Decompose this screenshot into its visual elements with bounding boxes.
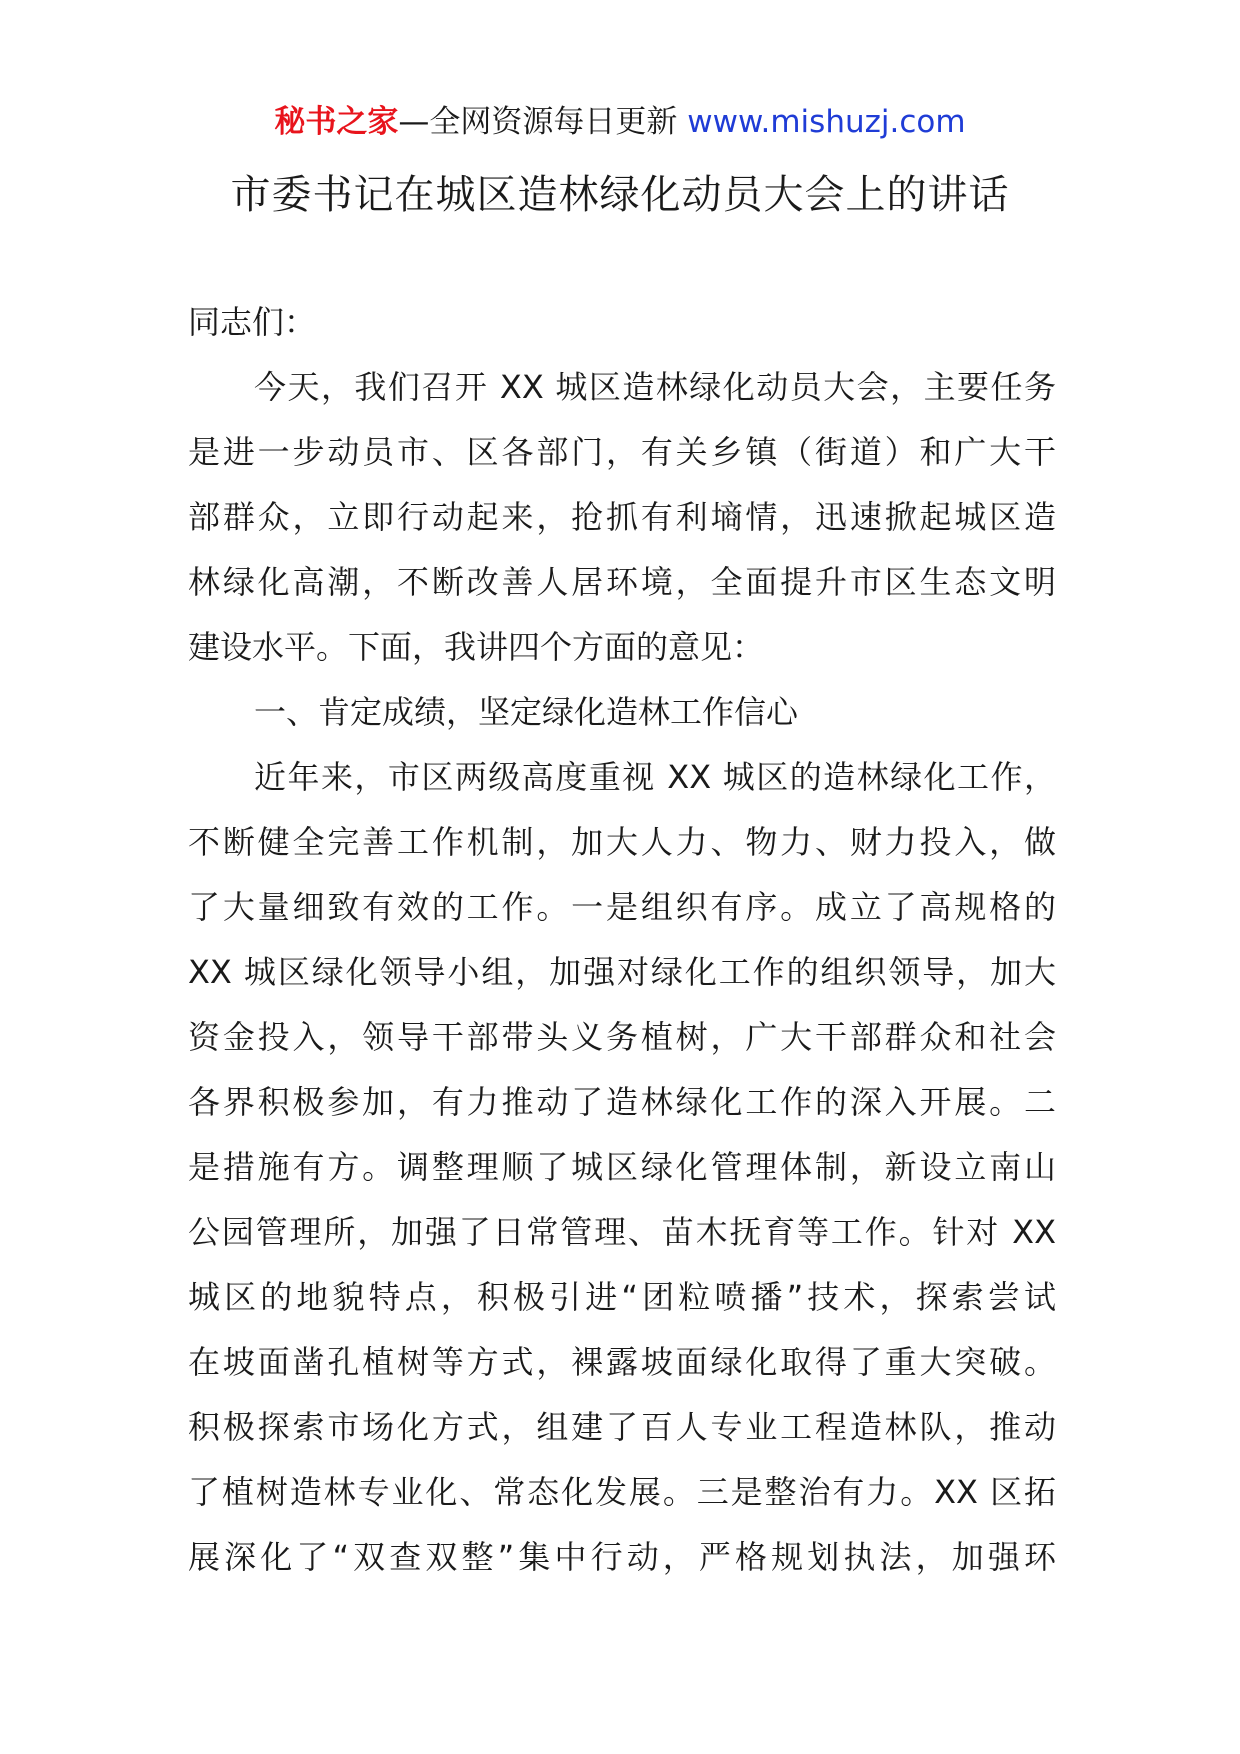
text-line: 公园管理所，加强了日常管理、苗木抚育等工作。针对 XX <box>188 1213 1056 1251</box>
text-line: 是进一步动员市、区各部门，有关乡镇（街道）和广大干 <box>188 433 1056 471</box>
salutation: 同志们： <box>188 303 317 341</box>
text-line: 积极探索市场化方式，组建了百人专业工程造林队，推动 <box>188 1408 1056 1446</box>
site-url-link[interactable]: www.mishuzj.com <box>687 104 966 140</box>
text-line: 部群众，立即行动起来，抢抓有利墒情，迅速掀起城区造 <box>188 498 1056 536</box>
text-line: 不断健全完善工作机制，加大人力、物力、财力投入，做 <box>188 823 1056 861</box>
text-line: 建设水平。下面，我讲四个方面的意见： <box>188 628 765 666</box>
text-line: 是措施有方。调整理顺了城区绿化管理体制，新设立南山 <box>188 1148 1056 1186</box>
text-line: 各界积极参加，有力推动了造林绿化工作的深入开展。二 <box>188 1083 1056 1121</box>
text-line: 展深化了“双查双整”集中行动，严格规划执法，加强环 <box>188 1538 1056 1576</box>
text-line: 了大量细致有效的工作。一是组织有序。成立了高规格的 <box>188 888 1056 926</box>
slogan: —全网资源每日更新 <box>398 104 678 140</box>
page-title: 市委书记在城区造林绿化动员大会上的讲话 <box>230 172 1010 218</box>
text-line: 城区的地貌特点，积极引进“团粒喷播”技术，探索尝试 <box>188 1278 1056 1316</box>
brand-name: 秘书之家 <box>274 104 399 140</box>
text-line: 林绿化高潮，不断改善人居环境，全面提升市区生态文明 <box>188 563 1056 601</box>
text-line: 近年来，市区两级高度重视 XX 城区的造林绿化工作， <box>254 758 1056 796</box>
section-heading: 一、肯定成绩，坚定绿化造林工作信心 <box>254 693 799 731</box>
text-line: 资金投入，领导干部带头义务植树，广大干部群众和社会 <box>188 1018 1056 1056</box>
text-line: 在坡面凿孔植树等方式，裸露坡面绿化取得了重大突破。 <box>188 1343 1056 1381</box>
text-line: 了植树造林专业化、常态化发展。三是整治有力。XX 区拓 <box>188 1473 1056 1511</box>
text-line: XX 城区绿化领导小组，加强对绿化工作的组织领导，加大 <box>188 953 1056 991</box>
site-header <box>0 100 1240 144</box>
document-body <box>188 290 1056 1590</box>
text-line: 今天，我们召开 XX 城区造林绿化动员大会，主要任务 <box>254 368 1056 406</box>
